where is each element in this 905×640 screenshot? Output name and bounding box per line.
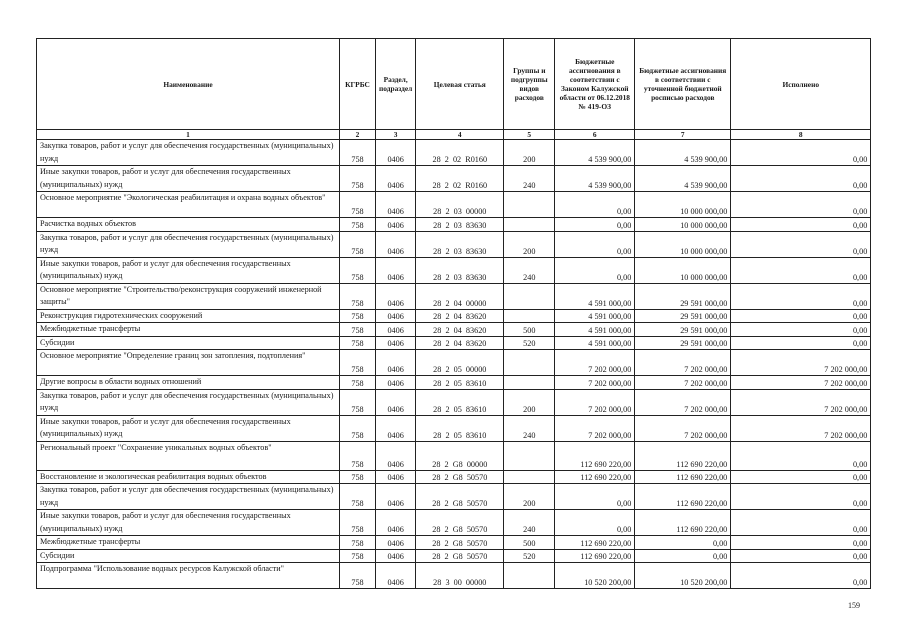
row-razdel: 0406 (376, 218, 416, 232)
row-razdel: 0406 (376, 231, 416, 257)
row-kgrbs: 758 (340, 140, 376, 166)
row-ba-law: 7 202 000,00 (555, 389, 635, 415)
row-ba-law: 10 520 200,00 (555, 563, 635, 589)
row-razdel: 0406 (376, 389, 416, 415)
row-ba-law: 112 690 220,00 (555, 441, 635, 470)
row-ba-plan: 0,00 (635, 549, 731, 563)
row-kgrbs: 758 (340, 323, 376, 337)
row-ispolneno: 0,00 (731, 563, 871, 589)
row-ba-plan: 10 000 000,00 (635, 192, 731, 218)
row-vr: 200 (504, 231, 555, 257)
table-row (37, 257, 871, 283)
row-vr: 240 (504, 166, 555, 192)
row-ba-law: 0,00 (555, 510, 635, 536)
row-ispolneno: 0,00 (731, 309, 871, 323)
row-vr (504, 470, 555, 484)
row-ba-law: 0,00 (555, 192, 635, 218)
row-ispolneno: 0,00 (731, 140, 871, 166)
row-vr (504, 350, 555, 376)
col-header-razdel: Раздел, подраздел (376, 39, 416, 130)
row-tsel: 28 2 03 83630 (416, 218, 504, 232)
row-ba-plan: 112 690 220,00 (635, 484, 731, 510)
row-name: Подпрограмма "Использование водных ресурсов Калужской области" (37, 563, 340, 589)
table-row (37, 563, 871, 589)
row-tsel: 28 2 04 83620 (416, 323, 504, 337)
row-name: Региональный проект "Сохранение уникальных водных объектов" (37, 441, 340, 470)
row-ispolneno: 7 202 000,00 (731, 415, 871, 441)
col-number: 3 (376, 130, 416, 140)
row-name: Иные закупки товаров, работ и услуг для обеспечения государственных (муниципальных) нужд (37, 257, 340, 283)
row-vr: 520 (504, 336, 555, 350)
row-name: Иные закупки товаров, работ и услуг для обеспечения государственных (муниципальных) нужд (37, 510, 340, 536)
row-vr: 520 (504, 549, 555, 563)
row-ba-plan: 7 202 000,00 (635, 389, 731, 415)
row-razdel: 0406 (376, 192, 416, 218)
row-ba-law: 4 539 900,00 (555, 166, 635, 192)
row-ba-law: 7 202 000,00 (555, 415, 635, 441)
row-ispolneno: 0,00 (731, 218, 871, 232)
row-name: Реконструкция гидротехнических сооружений (37, 309, 340, 323)
row-name: Межбюджетные трансферты (37, 536, 340, 550)
row-name: Основное мероприятие "Определение границ зон затопления, подтопления" (37, 350, 340, 376)
row-ba-plan: 7 202 000,00 (635, 350, 731, 376)
table-row (37, 309, 871, 323)
table-row (37, 549, 871, 563)
row-razdel: 0406 (376, 309, 416, 323)
row-tsel: 28 3 00 00000 (416, 563, 504, 589)
row-ispolneno: 0,00 (731, 336, 871, 350)
col-header-ba-law: Бюджетные ассигнования в соответствии с Законом Калужской области от 06.12.2018 № 419-ОЗ (555, 39, 635, 130)
row-ba-plan: 0,00 (635, 536, 731, 550)
column-number-row (37, 130, 871, 140)
table-row (37, 231, 871, 257)
row-razdel: 0406 (376, 563, 416, 589)
col-header-tsel: Целевая статья (416, 39, 504, 130)
row-tsel: 28 2 05 83610 (416, 376, 504, 390)
table-row (37, 323, 871, 337)
row-tsel: 28 2 G8 50570 (416, 484, 504, 510)
row-ba-law: 4 591 000,00 (555, 309, 635, 323)
col-number: 8 (731, 130, 871, 140)
row-kgrbs: 758 (340, 389, 376, 415)
table-row (37, 470, 871, 484)
row-tsel: 28 2 04 83620 (416, 336, 504, 350)
row-ba-plan: 29 591 000,00 (635, 323, 731, 337)
row-razdel: 0406 (376, 536, 416, 550)
row-vr (504, 563, 555, 589)
table-row (37, 166, 871, 192)
row-kgrbs: 758 (340, 484, 376, 510)
row-ispolneno: 0,00 (731, 549, 871, 563)
row-ba-plan: 29 591 000,00 (635, 336, 731, 350)
row-razdel: 0406 (376, 257, 416, 283)
row-tsel: 28 2 04 83620 (416, 309, 504, 323)
table-row (37, 192, 871, 218)
row-ba-plan: 112 690 220,00 (635, 510, 731, 536)
row-name: Закупка товаров, работ и услуг для обеспечения государственных (муниципальных) нужд (37, 389, 340, 415)
row-ispolneno: 0,00 (731, 283, 871, 309)
row-razdel: 0406 (376, 484, 416, 510)
row-tsel: 28 2 02 R0160 (416, 166, 504, 192)
row-kgrbs: 758 (340, 218, 376, 232)
row-kgrbs: 758 (340, 336, 376, 350)
row-vr (504, 283, 555, 309)
row-ba-plan: 4 539 900,00 (635, 140, 731, 166)
row-ba-law: 4 539 900,00 (555, 140, 635, 166)
row-kgrbs: 758 (340, 415, 376, 441)
row-vr (504, 376, 555, 390)
row-razdel: 0406 (376, 140, 416, 166)
row-name: Другие вопросы в области водных отношений (37, 376, 340, 390)
row-name: Основное мероприятие "Строительство/реконструкция сооружений инженерной защиты" (37, 283, 340, 309)
row-ba-plan: 112 690 220,00 (635, 441, 731, 470)
table-row (37, 389, 871, 415)
row-kgrbs: 758 (340, 231, 376, 257)
row-tsel: 28 2 04 00000 (416, 283, 504, 309)
row-tsel: 28 2 05 00000 (416, 350, 504, 376)
row-razdel: 0406 (376, 376, 416, 390)
row-ba-plan: 10 520 200,00 (635, 563, 731, 589)
row-ispolneno: 0,00 (731, 231, 871, 257)
row-ba-plan: 112 690 220,00 (635, 470, 731, 484)
page-number: 159 (848, 601, 860, 610)
col-number: 4 (416, 130, 504, 140)
row-tsel: 28 2 05 83610 (416, 415, 504, 441)
budget-table (36, 38, 871, 589)
table-row (37, 350, 871, 376)
row-ispolneno: 0,00 (731, 166, 871, 192)
row-ba-plan: 29 591 000,00 (635, 309, 731, 323)
row-vr (504, 441, 555, 470)
row-vr: 200 (504, 140, 555, 166)
row-ba-plan: 4 539 900,00 (635, 166, 731, 192)
row-kgrbs: 758 (340, 350, 376, 376)
row-ba-plan: 7 202 000,00 (635, 415, 731, 441)
row-ba-law: 4 591 000,00 (555, 283, 635, 309)
col-header-ispolneno: Исполнено (731, 39, 871, 130)
row-name: Иные закупки товаров, работ и услуг для обеспечения государственных (муниципальных) нужд (37, 415, 340, 441)
row-tsel: 28 2 G8 00000 (416, 441, 504, 470)
row-ba-law: 112 690 220,00 (555, 549, 635, 563)
row-razdel: 0406 (376, 470, 416, 484)
row-ba-law: 0,00 (555, 218, 635, 232)
row-ispolneno: 0,00 (731, 484, 871, 510)
row-vr: 240 (504, 415, 555, 441)
row-ispolneno: 7 202 000,00 (731, 376, 871, 390)
row-kgrbs: 758 (340, 470, 376, 484)
row-ispolneno: 0,00 (731, 192, 871, 218)
row-ba-plan: 10 000 000,00 (635, 257, 731, 283)
row-kgrbs: 758 (340, 283, 376, 309)
row-kgrbs: 758 (340, 166, 376, 192)
row-vr: 500 (504, 323, 555, 337)
row-kgrbs: 758 (340, 192, 376, 218)
table-row (37, 218, 871, 232)
row-kgrbs: 758 (340, 549, 376, 563)
col-number: 6 (555, 130, 635, 140)
row-vr: 240 (504, 510, 555, 536)
table-row (37, 415, 871, 441)
row-ba-law: 0,00 (555, 257, 635, 283)
col-number: 2 (340, 130, 376, 140)
table-row (37, 283, 871, 309)
row-kgrbs: 758 (340, 510, 376, 536)
row-razdel: 0406 (376, 323, 416, 337)
row-ispolneno: 7 202 000,00 (731, 389, 871, 415)
row-razdel: 0406 (376, 415, 416, 441)
row-tsel: 28 2 02 R0160 (416, 140, 504, 166)
row-vr: 200 (504, 484, 555, 510)
row-kgrbs: 758 (340, 376, 376, 390)
row-name: Закупка товаров, работ и услуг для обеспечения государственных (муниципальных) нужд (37, 484, 340, 510)
row-tsel: 28 2 03 00000 (416, 192, 504, 218)
row-ispolneno: 0,00 (731, 441, 871, 470)
row-ispolneno: 0,00 (731, 536, 871, 550)
table-row (37, 336, 871, 350)
row-vr: 240 (504, 257, 555, 283)
row-tsel: 28 2 G8 50570 (416, 510, 504, 536)
row-kgrbs: 758 (340, 563, 376, 589)
row-name: Основное мероприятие "Экологическая реабилитация и охрана водных объектов" (37, 192, 340, 218)
table-row (37, 536, 871, 550)
table-row (37, 510, 871, 536)
row-vr: 500 (504, 536, 555, 550)
row-ba-plan: 10 000 000,00 (635, 218, 731, 232)
col-header-gruppy: Группы и подгруппы видов расходов (504, 39, 555, 130)
row-name: Субсидии (37, 336, 340, 350)
table-row (37, 441, 871, 470)
row-kgrbs: 758 (340, 309, 376, 323)
col-header-ba-plan: Бюджетные ассигнования в соответствии с уточненной бюджетной росписью расходов (635, 39, 731, 130)
row-razdel: 0406 (376, 549, 416, 563)
row-ba-law: 4 591 000,00 (555, 336, 635, 350)
row-razdel: 0406 (376, 336, 416, 350)
col-header-name: Наименование (37, 39, 340, 130)
col-number: 5 (504, 130, 555, 140)
row-ba-law: 112 690 220,00 (555, 470, 635, 484)
row-name: Субсидии (37, 549, 340, 563)
row-name: Закупка товаров, работ и услуг для обеспечения государственных (муниципальных) нужд (37, 140, 340, 166)
row-kgrbs: 758 (340, 441, 376, 470)
row-ba-plan: 29 591 000,00 (635, 283, 731, 309)
row-ba-law: 4 591 000,00 (555, 323, 635, 337)
row-vr (504, 218, 555, 232)
row-razdel: 0406 (376, 350, 416, 376)
row-tsel: 28 2 03 83630 (416, 231, 504, 257)
row-tsel: 28 2 G8 50570 (416, 536, 504, 550)
row-ispolneno: 0,00 (731, 510, 871, 536)
row-ba-plan: 10 000 000,00 (635, 231, 731, 257)
row-kgrbs: 758 (340, 257, 376, 283)
row-ispolneno: 7 202 000,00 (731, 350, 871, 376)
col-header-kgrbs: КГРБС (340, 39, 376, 130)
row-name: Восстановление и экологическая реабилитация водных объектов (37, 470, 340, 484)
row-tsel: 28 2 G8 50570 (416, 549, 504, 563)
table-row (37, 140, 871, 166)
row-ba-law: 0,00 (555, 484, 635, 510)
row-ba-law: 7 202 000,00 (555, 376, 635, 390)
table-row (37, 484, 871, 510)
row-tsel: 28 2 03 83630 (416, 257, 504, 283)
row-name: Расчистка водных объектов (37, 218, 340, 232)
row-razdel: 0406 (376, 510, 416, 536)
row-razdel: 0406 (376, 166, 416, 192)
col-number: 7 (635, 130, 731, 140)
row-ba-law: 112 690 220,00 (555, 536, 635, 550)
row-ispolneno: 0,00 (731, 257, 871, 283)
row-vr: 200 (504, 389, 555, 415)
row-ba-law: 0,00 (555, 231, 635, 257)
row-kgrbs: 758 (340, 536, 376, 550)
row-tsel: 28 2 G8 50570 (416, 470, 504, 484)
row-ispolneno: 0,00 (731, 323, 871, 337)
row-vr (504, 192, 555, 218)
row-name: Закупка товаров, работ и услуг для обеспечения государственных (муниципальных) нужд (37, 231, 340, 257)
row-vr (504, 309, 555, 323)
table-row (37, 376, 871, 390)
row-razdel: 0406 (376, 283, 416, 309)
row-razdel: 0406 (376, 441, 416, 470)
row-name: Межбюджетные трансферты (37, 323, 340, 337)
header-row (37, 39, 871, 130)
col-number: 1 (37, 130, 340, 140)
row-ba-law: 7 202 000,00 (555, 350, 635, 376)
row-ba-plan: 7 202 000,00 (635, 376, 731, 390)
row-name: Иные закупки товаров, работ и услуг для обеспечения государственных (муниципальных) нужд (37, 166, 340, 192)
row-ispolneno: 0,00 (731, 470, 871, 484)
row-tsel: 28 2 05 83610 (416, 389, 504, 415)
